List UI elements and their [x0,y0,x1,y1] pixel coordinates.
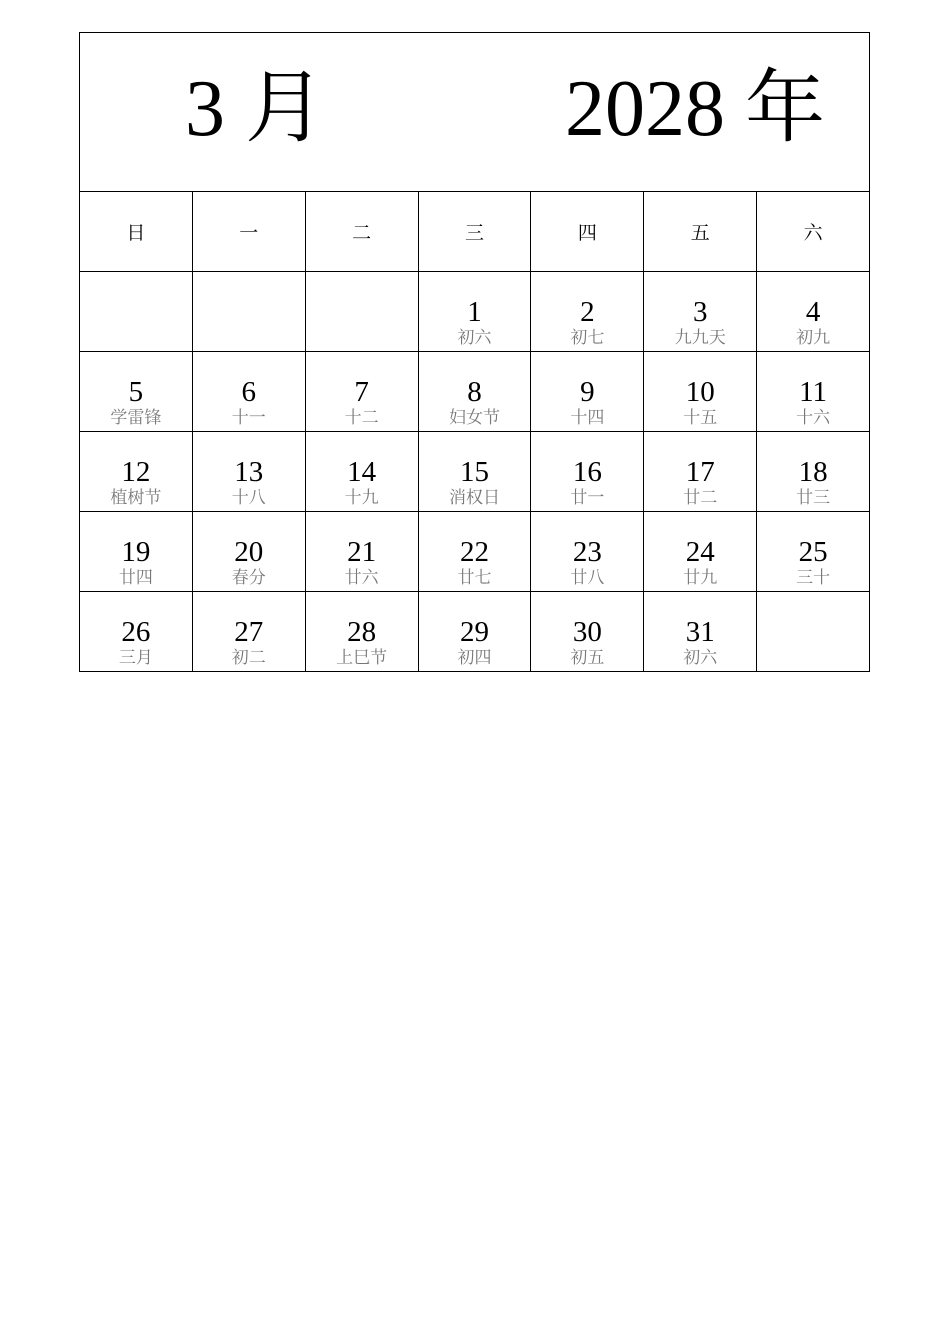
weekday-wednesday: 三 [419,192,532,271]
day-cell [193,592,306,671]
weekday-saturday: 六 [803,222,823,244]
day-cell [531,272,644,351]
day-cell [531,592,644,671]
day-lunar: 学雷锋 [110,408,162,428]
weekday-header-row [80,192,869,272]
calendar-header [80,33,869,192]
day-cell [644,512,757,591]
day-lunar: 九九天 [674,328,726,348]
day-cell [419,512,532,591]
weekday-tuesday: 二 [306,192,419,271]
day-lunar: 十九 [344,488,379,508]
day-number: 2 [580,296,595,328]
day-lunar: 廿一 [570,488,605,508]
day-number: 14 [347,456,377,488]
day-lunar: 十四 [570,408,605,428]
day-cell [757,432,869,511]
day-lunar: 廿四 [118,568,153,588]
day-cell [80,352,193,431]
day-cell [419,592,532,671]
weekday-thursday: 四 [531,192,644,271]
day-number: 13 [234,456,264,488]
day-cell [306,592,419,671]
day-number: 7 [354,376,369,408]
day-number: 28 [347,616,377,648]
day-lunar: 十二 [344,408,379,428]
day-cell [644,352,757,431]
day-lunar: 廿八 [570,568,605,588]
day-number: 4 [805,296,821,328]
day-number: 24 [685,536,715,568]
day-lunar: 十六 [796,408,831,428]
day-cell [80,432,193,511]
day-lunar: 消权日 [449,488,500,508]
day-number: 27 [234,616,264,648]
day-number: 15 [460,456,489,488]
day-cell [531,352,644,431]
day-number: 20 [234,536,264,568]
day-cell [193,512,306,591]
day-cell [757,512,869,591]
calendar [79,32,870,672]
day-lunar: 十一 [231,408,266,428]
day-lunar: 妇女节 [449,408,500,428]
week-row-4 [80,512,869,592]
day-number: 29 [460,616,489,648]
day-lunar: 初七 [570,328,605,348]
day-cell [80,272,193,351]
day-number: 26 [121,616,151,648]
day-number: 31 [685,616,715,648]
day-number: 10 [685,376,715,408]
day-number: 16 [572,456,602,488]
week-row-1 [80,272,869,352]
day-number: 5 [128,376,144,408]
day-lunar: 廿二 [683,488,718,508]
day-cell [531,512,644,591]
day-lunar: 初九 [796,328,831,348]
day-cell [757,352,869,431]
day-cell [757,272,869,351]
day-cell [757,592,869,671]
day-cell [80,512,193,591]
day-lunar: 初六 [457,328,492,348]
day-lunar: 廿三 [796,488,831,508]
day-cell [644,272,757,351]
day-number: 9 [580,376,595,408]
day-number: 30 [572,616,602,648]
week-row-3 [80,432,869,512]
day-lunar: 初二 [231,648,266,668]
day-number: 19 [121,536,151,568]
day-number: 25 [798,536,828,568]
month-title: 3 月 [185,65,325,153]
day-lunar: 廿七 [457,568,492,588]
day-cell [193,352,306,431]
day-lunar: 廿六 [344,568,379,588]
day-lunar: 初六 [683,648,718,668]
day-number: 11 [799,376,828,408]
day-cell [644,432,757,511]
day-cell [306,432,419,511]
day-lunar: 初五 [570,648,605,668]
day-number: 8 [467,376,482,408]
weekday-monday: 一 [193,192,306,271]
day-lunar: 十八 [231,488,266,508]
day-cell [531,432,644,511]
day-cell [306,272,419,351]
day-cell [419,272,532,351]
day-cell [419,432,532,511]
year-title: 2028 年 [565,65,825,153]
day-cell [80,592,193,671]
day-lunar: 初四 [457,648,492,668]
day-lunar: 植树节 [110,488,162,508]
day-cell [419,352,532,431]
day-number: 23 [572,536,602,568]
day-number: 3 [692,296,708,328]
day-lunar: 三月 [118,648,153,668]
day-lunar: 上巳节 [336,648,388,668]
day-cell [193,432,306,511]
day-lunar: 春分 [231,568,266,588]
day-lunar: 廿九 [683,568,718,588]
day-number: 22 [460,536,489,568]
weekday-friday: 五 [644,192,757,271]
week-row-2 [80,352,869,432]
day-lunar: 十五 [683,408,718,428]
week-row-5 [80,592,869,671]
weekday-sunday: 日 [80,192,193,271]
day-lunar: 三十 [796,568,831,588]
day-number: 17 [685,456,715,488]
day-number: 18 [798,456,828,488]
day-number: 21 [347,536,377,568]
day-cell [306,352,419,431]
day-cell [306,512,419,591]
day-number: 6 [241,376,257,408]
day-number: 12 [121,456,151,488]
day-cell [193,272,306,351]
day-cell [644,592,757,671]
day-number: 1 [467,296,482,328]
